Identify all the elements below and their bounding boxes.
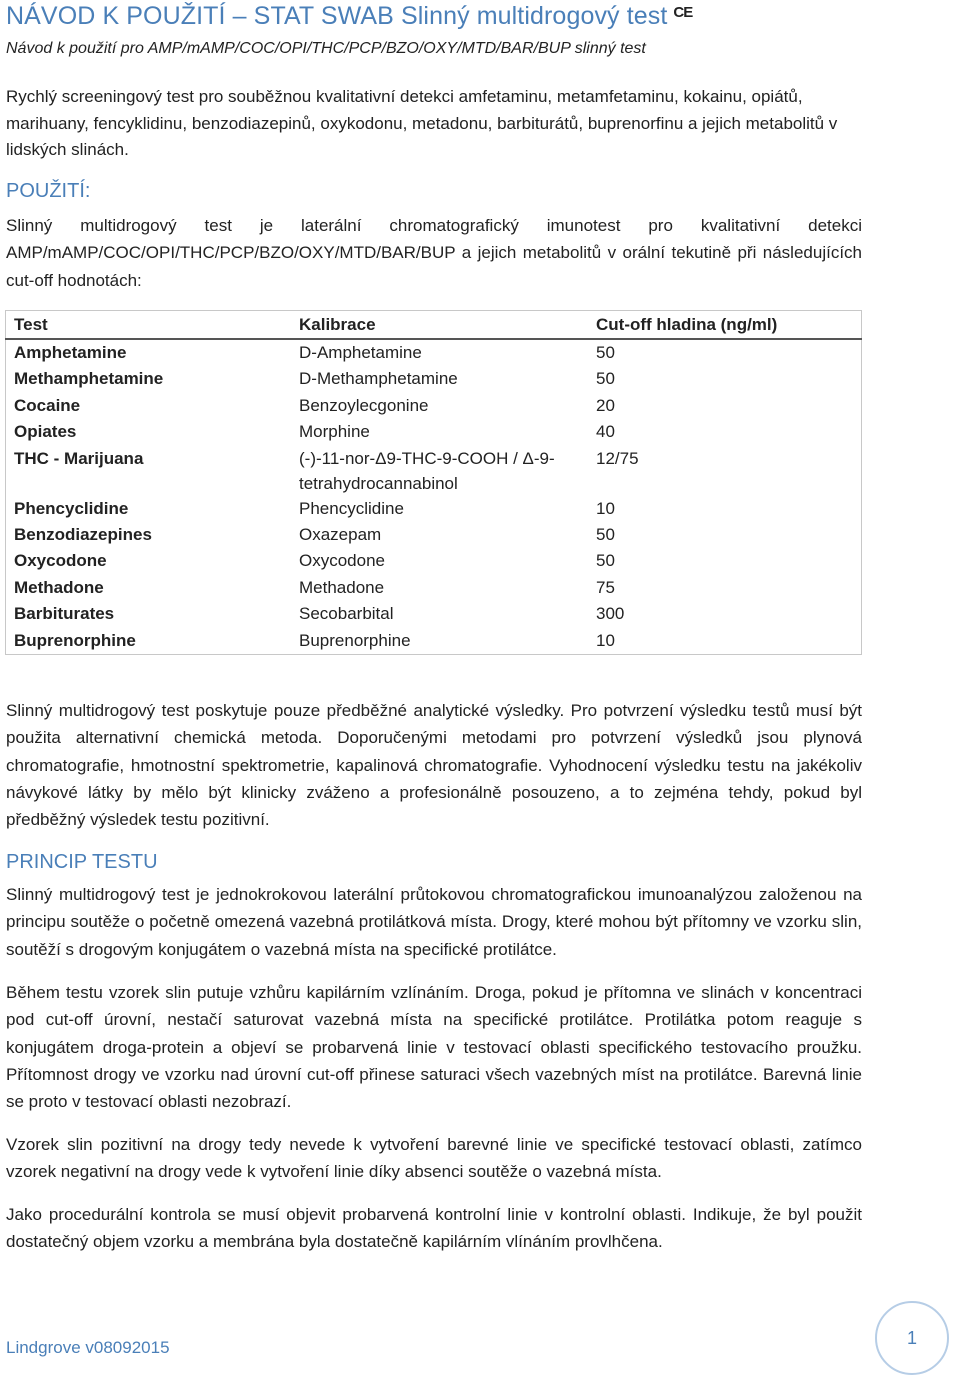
table-row xyxy=(6,366,862,392)
cell-calibration: D-Methamphetamine xyxy=(299,369,458,389)
cell-cutoff: 75 xyxy=(596,577,615,597)
column-header-cutoff: Cut-off hladina (ng/ml) xyxy=(588,311,862,340)
cell-calibration: Secobarbital xyxy=(299,604,394,624)
cell-test: THC - Marijuana xyxy=(14,448,144,468)
cell-cutoff: 10 xyxy=(596,498,615,518)
cell-test: Methadone xyxy=(14,577,104,597)
footer-version: Lindgrove v08092015 xyxy=(6,1338,170,1357)
cell-calibration: Morphine xyxy=(299,422,370,442)
table-row xyxy=(6,628,862,655)
cell-test: Benzodiazepines xyxy=(14,525,152,545)
table-row xyxy=(6,522,862,548)
table-row xyxy=(6,601,862,627)
cell-calibration: Oxycodone xyxy=(299,551,385,571)
page-number: 1 xyxy=(906,1327,917,1348)
table-row xyxy=(6,496,862,522)
cell-calibration: Methadone xyxy=(299,577,385,597)
table-row xyxy=(6,419,862,445)
usage-heading: POUŽITÍ: xyxy=(6,180,91,202)
principle-paragraph-2: Během testu vzorek slin putuje vzhůru kapilárním vzlínáním. Droga, pokud je přítomna ve slinách v koncentraci pod cut-off úrovní, nestačí saturovat vazebná místa na specifické protilátce. Protilátka potom reaguje s konjugátem droga-protein a objeví se probarvená linie v testovací oblasti specifického testovacího proužku. Přítomnost drogy ve vzorku nad úrovní cut-off přinese saturaci všech vazebných míst na protilátce. Barevná linie se proto v testovací oblasti nezobrazí. xyxy=(6,983,862,1112)
cell-cutoff: 40 xyxy=(596,422,615,442)
cell-test: Barbiturates xyxy=(14,604,115,624)
table-row xyxy=(6,393,862,419)
document-subtitle: Návod k použití pro AMP/mAMP/COC/OPI/THC/PCP/BZO/OXY/MTD/BAR/BUP slinný test xyxy=(6,40,646,57)
cell-cutoff: 12/75 xyxy=(596,448,639,468)
cell-cutoff: 50 xyxy=(596,525,615,545)
column-header-test: Test xyxy=(6,311,292,340)
cell-cutoff: 10 xyxy=(596,630,615,650)
cell-test: Cocaine xyxy=(14,395,81,415)
table-row xyxy=(6,446,862,496)
cell-test: Buprenorphine xyxy=(14,630,136,650)
cell-test: Methamphetamine xyxy=(14,369,164,389)
intro-paragraph: Rychlý screeningový test pro souběžnou kvalitativní detekci amfetaminu, metamfetaminu, kokainu, opiátů, marihuany, fencyklidinu, benzodiazepinů, oxykodonu, metadonu, barbiturátů, buprenorfinu a jejich metabolitů v lidských slinách. xyxy=(6,87,838,159)
cell-cutoff: 300 xyxy=(596,604,625,624)
cell-cutoff: 50 xyxy=(596,369,615,389)
document-title: NÁVOD K POUŽITÍ – STAT SWAB Slinný multidrogový test xyxy=(6,2,668,30)
cutoff-table xyxy=(5,310,862,655)
page-number-badge xyxy=(875,1301,949,1375)
cell-calibration: (-)-11-nor-Δ9-THC-9-COOH / Δ-9-tetrahydrocannabinol xyxy=(299,448,555,493)
principle-paragraph-3: Vzorek slin pozitivní na drogy tedy nevede k vytvoření barevné linie ve specifické testovací oblasti, zatímco vzorek negativní na drogy vede k vytvoření linie díky absenci soutěže o vazebná místa. xyxy=(6,1135,862,1182)
cell-test: Phencyclidine xyxy=(14,498,129,518)
cell-cutoff: 50 xyxy=(596,343,615,362)
principle-heading: PRINCIP TESTU xyxy=(6,851,158,873)
ce-mark-icon: CE xyxy=(673,4,693,21)
principle-paragraph-1: Slinný multidrogový test je jednokrokovou laterální průtokovou chromatografickou imunoanalýzou založenou na principu soutěže o početně omezená vazebná protilátková místa. Drogy, které mohou být přítomny ve vzorku slin, soutěží s drogovým konjugátem o vazebná místa na specifické protilátce. xyxy=(6,885,862,959)
usage-paragraph: Slinný multidrogový test je laterální chromatografický imunotest pro kvalitativní detekci AMP/mAMP/COC/OPI/THC/PCP/BZO/OXY/MTD/BAR/BUP a jejich metabolitů v orální tekutině při následujících cut-off hodnotách: xyxy=(6,216,862,290)
table-row xyxy=(6,575,862,601)
cell-calibration: Buprenorphine xyxy=(299,630,411,650)
column-header-calibration: Kalibrace xyxy=(291,311,588,340)
title-row xyxy=(6,2,906,38)
cell-calibration: Phencyclidine xyxy=(299,498,404,518)
cell-test: Amphetamine xyxy=(14,343,127,362)
table-row xyxy=(6,339,862,366)
table-row xyxy=(6,548,862,574)
cell-cutoff: 50 xyxy=(596,551,615,571)
cell-cutoff: 20 xyxy=(596,395,615,415)
table-header-row xyxy=(6,311,862,340)
cell-calibration: Oxazepam xyxy=(299,525,382,545)
cell-calibration: Benzoylecgonine xyxy=(299,395,429,415)
cell-test: Opiates xyxy=(14,422,77,442)
cell-test: Oxycodone xyxy=(14,551,107,571)
principle-paragraph-4: Jako procedurální kontrola se musí objevit probarvená kontrolní linie v kontrolní oblasti. Indikuje, že byl použit dostatečný objem vzorku a membrána byla dostatečně kapilárním vlínáním provlhčena. xyxy=(6,1205,862,1252)
notice-paragraph: Slinný multidrogový test poskytuje pouze předběžné analytické výsledky. Pro potvrzení výsledku testů musí být použita alternativní chemická metoda. Doporučenými metodami pro potvrzení výsledků jsou plynová chromatografie, hmotnostní spektrometrie, kapalinová chromatografie. Vyhodnocení výsledku testu na jakékoliv návykové látky by mělo být klinicky zváženo a profesionálně posouzeno, a to zejména tehdy, pokud byl předběžný výsledek testu pozitivní. xyxy=(6,701,862,830)
cell-calibration: D-Amphetamine xyxy=(299,343,422,362)
